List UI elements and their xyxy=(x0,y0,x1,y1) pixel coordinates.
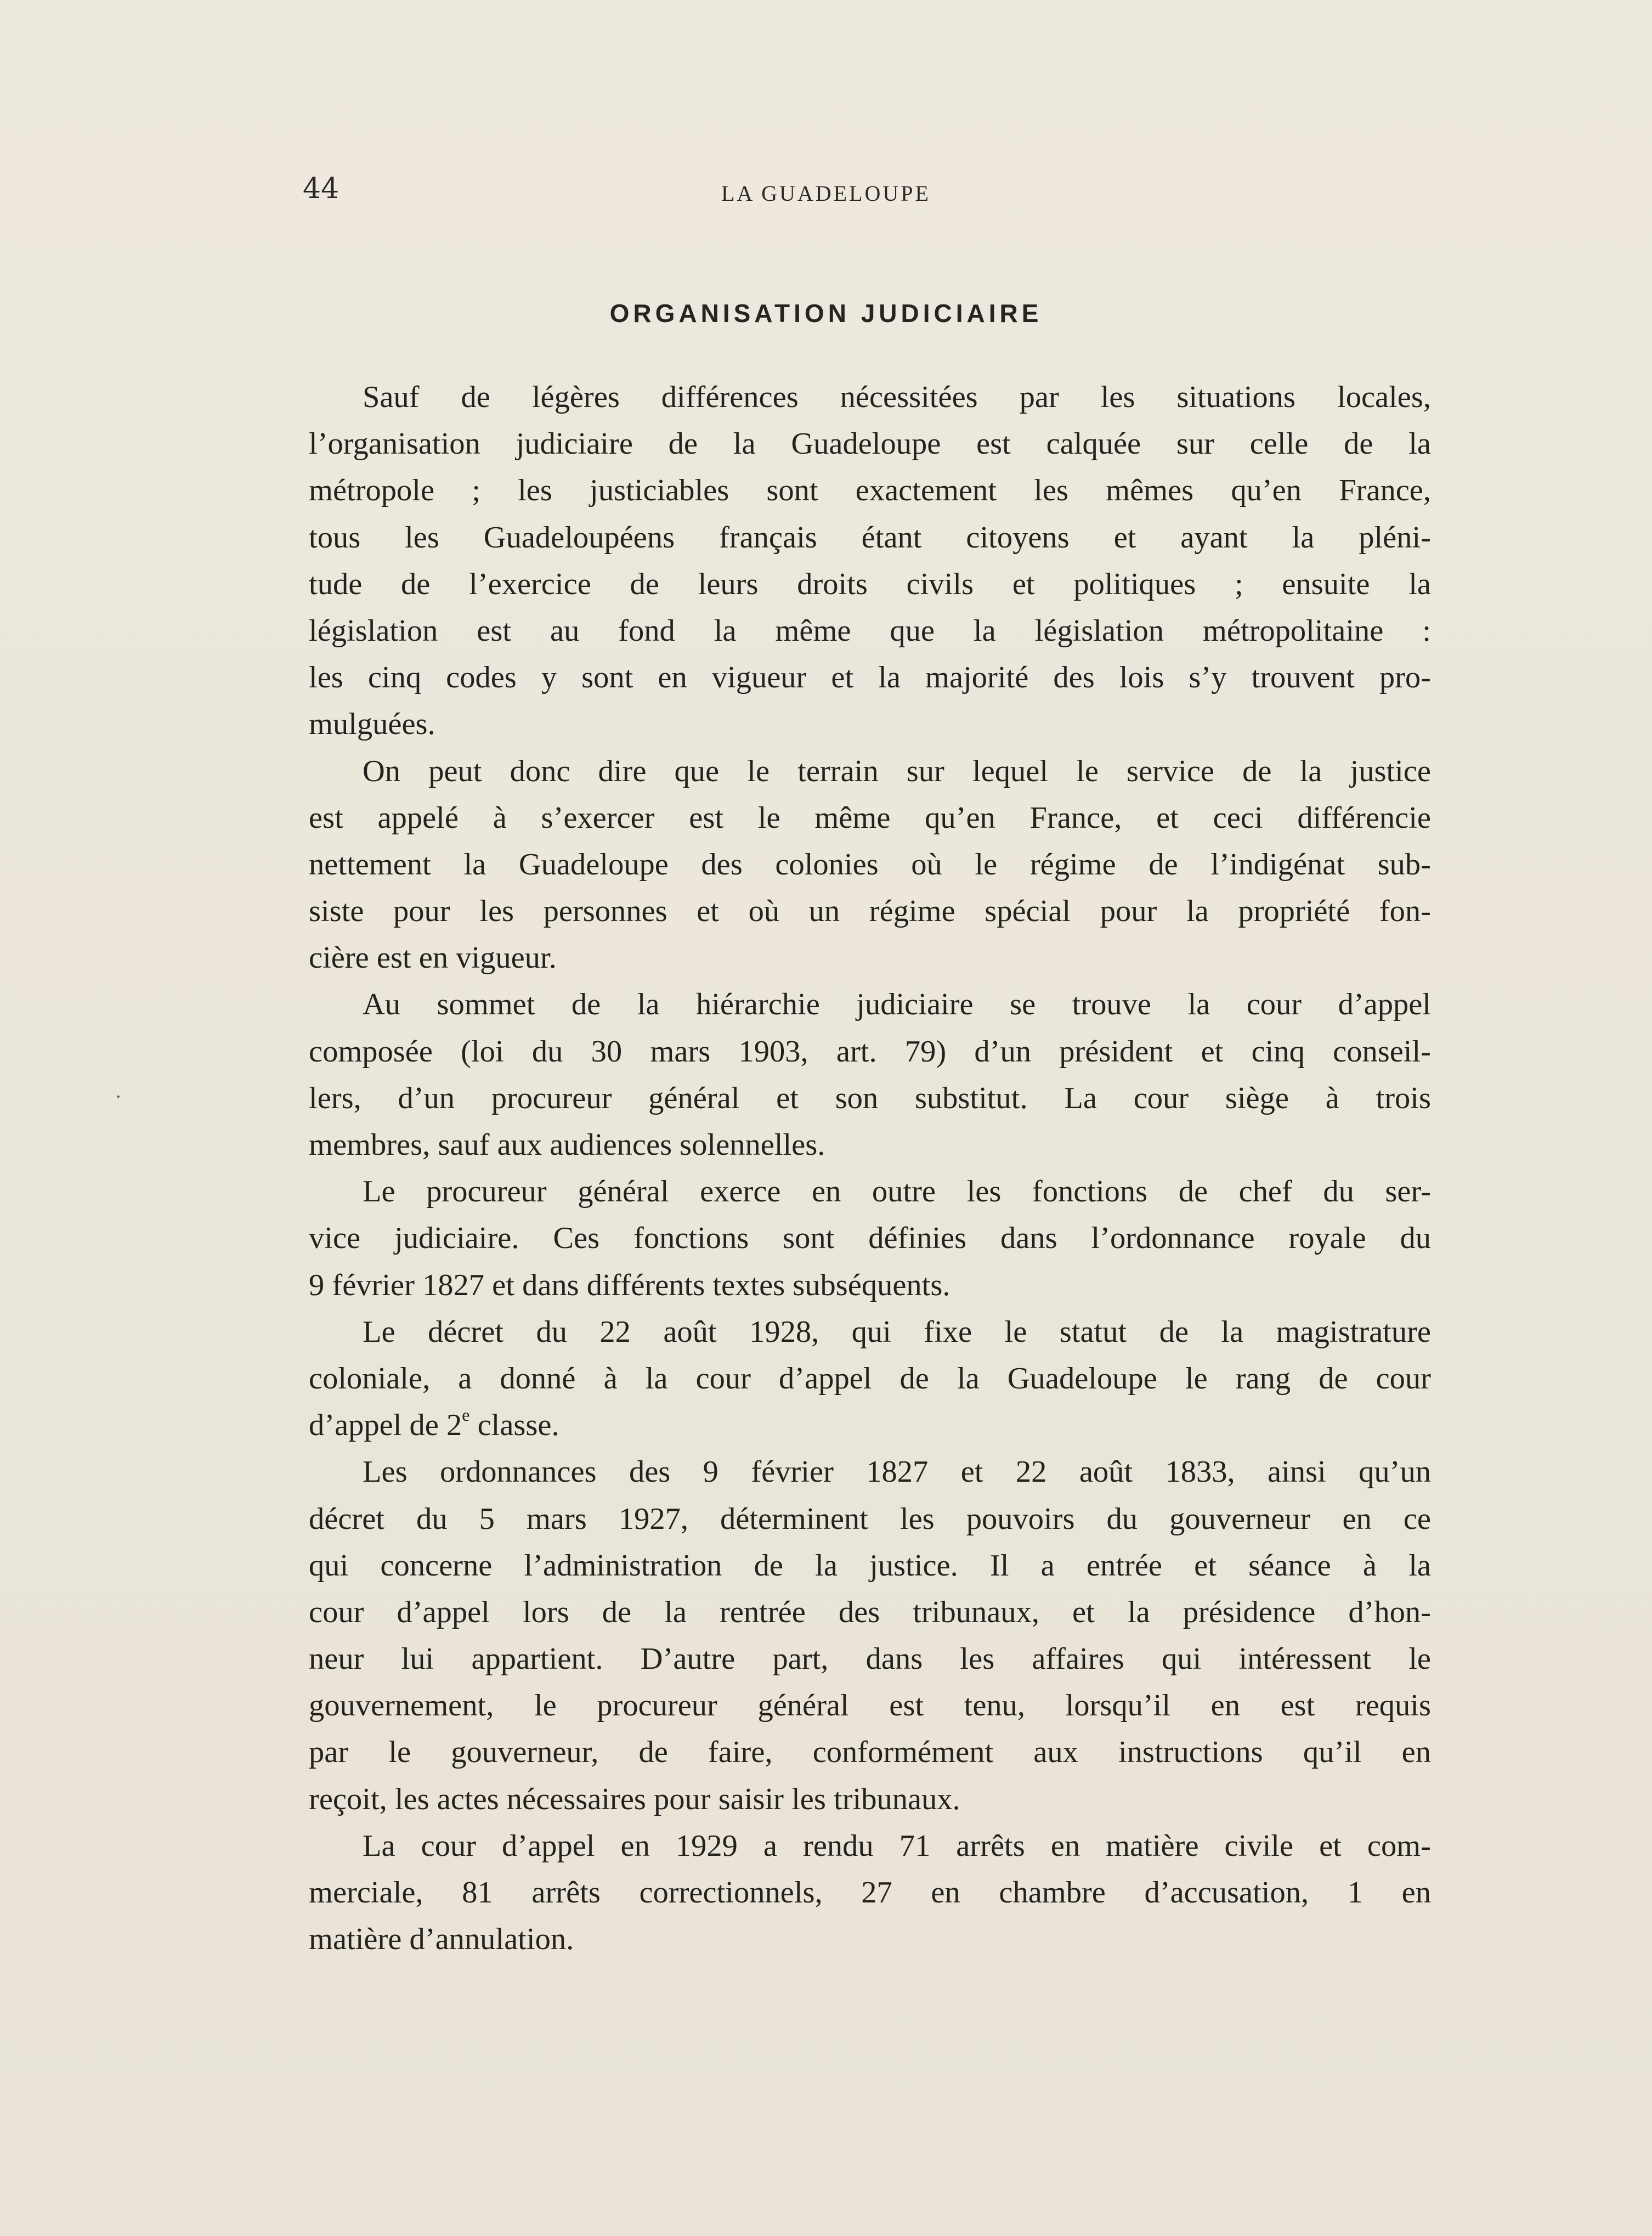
text-line: les cinq codes y sont en vigueur et la majorité des lois s’y trouvent pro- xyxy=(309,660,1431,695)
paragraph xyxy=(309,1823,1431,1963)
paragraph xyxy=(309,748,1431,982)
text-line: nettement la Guadeloupe des colonies où le régime de l’indigénat sub- xyxy=(309,847,1431,882)
paper-speck xyxy=(117,1096,120,1098)
paragraph xyxy=(309,1168,1431,1309)
text-line: neur lui appartient. D’autre part, dans les affaires qui intéressent le xyxy=(309,1642,1431,1676)
superscript: e xyxy=(462,1405,470,1425)
text-line: vice judiciaire. Ces fonctions sont définies dans l’ordonnance royale du xyxy=(309,1221,1431,1256)
text-line: reçoit, les actes nécessaires pour saisir les tribunaux. xyxy=(309,1782,960,1816)
text-line: matière d’annulation. xyxy=(309,1922,574,1957)
paragraph xyxy=(309,1309,1431,1449)
text-line: 9 février 1827 et dans différents textes subséquents. xyxy=(309,1268,951,1302)
text-line: membres, sauf aux audiences solennelles. xyxy=(309,1128,825,1162)
paragraph xyxy=(309,981,1431,1168)
text-line: l’organisation judiciaire de la Guadeloupe est calquée sur celle de la xyxy=(309,427,1431,461)
text-line: cour d’appel lors de la rentrée des tribunaux, et la présidence d’hon- xyxy=(309,1595,1431,1629)
text-fragment: classe. xyxy=(469,1408,559,1443)
text-line: composée (loi du 30 mars 1903, art. 79) d’un président et cinq conseil- xyxy=(309,1034,1431,1069)
text-line: qui concerne l’administration de la justice. Il a entrée et séance à la xyxy=(309,1548,1431,1583)
text-line: est appelé à s’exercer est le même qu’en France, et ceci différencie xyxy=(309,800,1431,835)
text-line: Sauf de légères différences nécessitées par les situations locales, xyxy=(363,380,1431,414)
text-line: Au sommet de la hiérarchie judiciaire se trouve la cour d’appel xyxy=(363,987,1431,1022)
paragraph xyxy=(309,374,1431,748)
text-line: gouvernement, le procureur général est tenu, lorsqu’il en est requis xyxy=(309,1689,1431,1723)
text-line: tude de l’exercice de leurs droits civils et politiques ; ensuite la xyxy=(309,567,1431,601)
text-line: Le procureur général exerce en outre les fonctions de chef du ser- xyxy=(363,1175,1431,1209)
text-line: La cour d’appel en 1929 a rendu 71 arrêts en matière civile et com- xyxy=(363,1828,1431,1863)
running-title: LA GUADELOUPE xyxy=(721,181,931,206)
text-line: On peut donc dire que le terrain sur lequel le service de la justice xyxy=(363,754,1431,788)
paragraph xyxy=(309,1449,1431,1823)
page-number: 44 xyxy=(303,172,340,205)
body-text xyxy=(309,374,1431,1963)
text-line: Le décret du 22 août 1928, qui fixe le statut de la magistrature xyxy=(363,1314,1431,1349)
text-line: cière est en vigueur. xyxy=(309,941,557,975)
text-line xyxy=(309,1402,1431,1449)
text-line: coloniale, a donné à la cour d’appel de la Guadeloupe le rang de cour xyxy=(309,1361,1431,1396)
text-line: merciale, 81 arrêts correctionnels, 27 en chambre d’accusation, 1 en xyxy=(309,1876,1431,1910)
text-line: décret du 5 mars 1927, déterminent les pouvoirs du gouverneur en ce xyxy=(309,1501,1431,1536)
text-fragment: d’appel de 2 xyxy=(309,1408,462,1443)
text-line: métropole ; les justiciables sont exactement les mêmes qu’en France, xyxy=(309,473,1431,508)
text-line: par le gouverneur, de faire, conformément aux instructions qu’il en xyxy=(309,1735,1431,1770)
section-title: ORGANISATION JUDICIAIRE xyxy=(609,299,1043,328)
text-line: tous les Guadeloupéens français étant citoyens et ayant la pléni- xyxy=(309,520,1431,555)
text-line: mulguées. xyxy=(309,707,435,742)
text-line: Les ordonnances des 9 février 1827 et 22 août 1833, ainsi qu’un xyxy=(363,1455,1431,1489)
text-line: lers, d’un procureur général et son substitut. La cour siège à trois xyxy=(309,1081,1431,1115)
text-line: siste pour les personnes et où un régime spécial pour la propriété fon- xyxy=(309,894,1431,929)
text-line: législation est au fond la même que la législation métropolitaine : xyxy=(309,613,1431,648)
